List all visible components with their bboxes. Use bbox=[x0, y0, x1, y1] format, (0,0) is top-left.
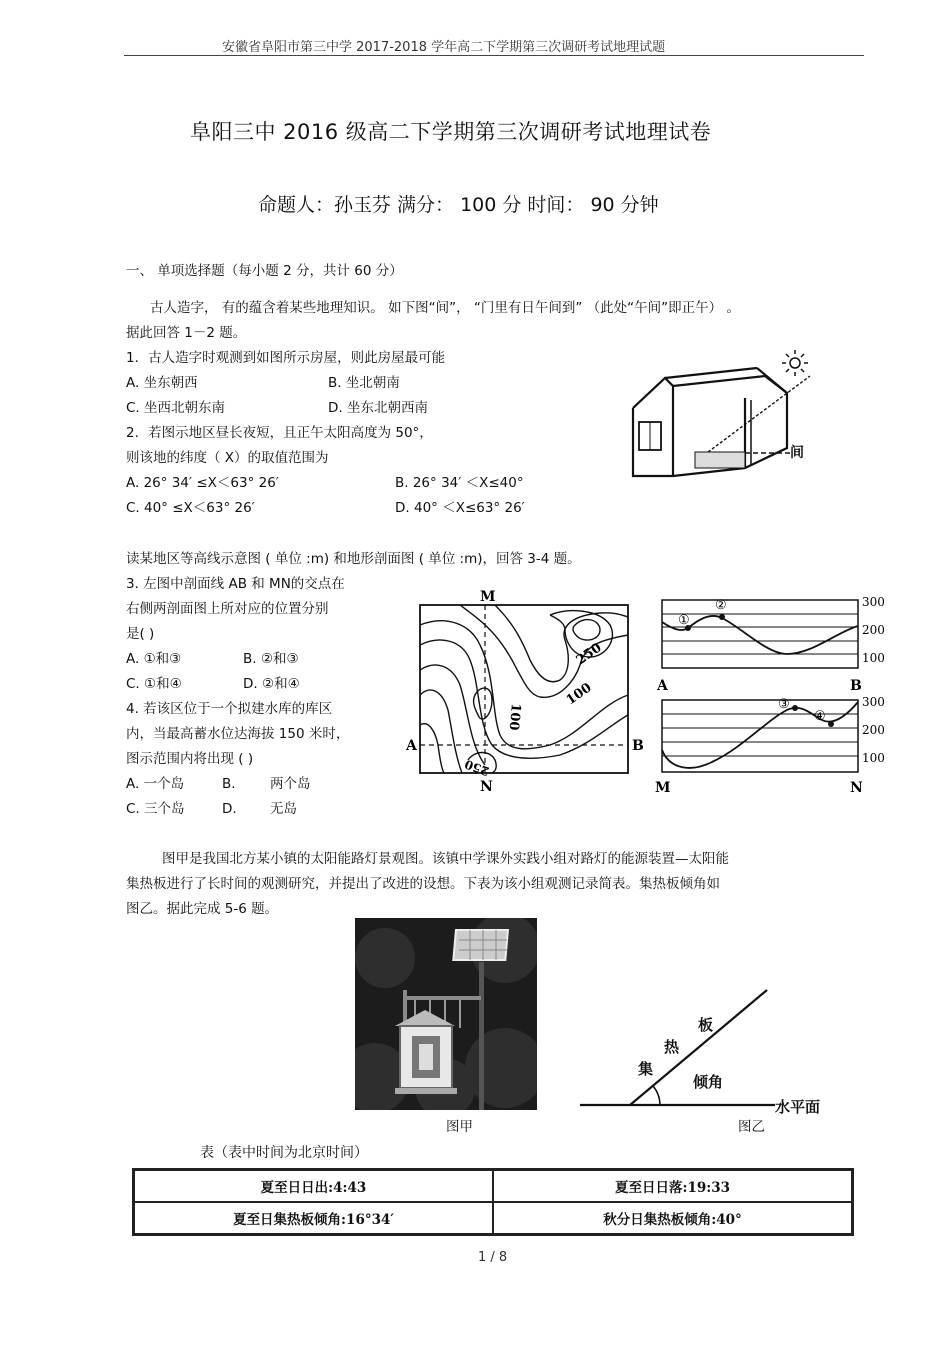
contour-label-250b: 250 bbox=[462, 756, 492, 779]
exam-info: 命题人：孙玉芬 满分： 100 分 时间： 90 分钟 bbox=[258, 194, 659, 216]
table-cell: 夏至日日出:4:43 bbox=[134, 1170, 493, 1202]
map-label-b: B bbox=[632, 738, 644, 754]
intro-1b: 据此回答 1－2 题。 bbox=[126, 325, 247, 341]
profile-label-a: A bbox=[657, 678, 668, 692]
page-title: 阜阳三中 2016 级高二下学期第三次调研考试地理试卷 bbox=[190, 120, 712, 144]
q3-option-d: D. ②和④ bbox=[243, 676, 300, 692]
ab-tick-100: 100 bbox=[862, 651, 885, 665]
profile-label-n: N bbox=[850, 780, 863, 796]
map-label-a: A bbox=[406, 738, 417, 754]
contour-map bbox=[400, 585, 650, 795]
profile-label-b: B bbox=[850, 678, 862, 692]
intro-2: 读某地区等高线示意图 ( 单位 :m) 和地形剖面图 ( 单位 :m)，回答 3-4 题。 bbox=[126, 551, 581, 567]
q3-option-a: A. ①和③ bbox=[126, 651, 182, 667]
mn-tick-200: 200 bbox=[862, 723, 885, 737]
table-cell: 夏至日日落:19:33 bbox=[493, 1170, 852, 1202]
contour-label-250: 250 bbox=[573, 640, 605, 669]
question-4b: 内，当最高蓄水位达海拔 150 米时， bbox=[126, 726, 350, 742]
map-label-n: N bbox=[480, 779, 493, 795]
q2-option-d: D. 40° ＜X≤63° 26′ bbox=[395, 500, 525, 516]
q4-option-d-letter: D. bbox=[222, 801, 237, 817]
table-caption: 表（表中时间为北京时间） bbox=[200, 1145, 368, 1161]
label-ban: 板 bbox=[698, 1016, 714, 1034]
house-label: 间 bbox=[790, 445, 804, 461]
intro-1: 古人造字， 有的蕴含着某些地理知识。 如下图“间”， “门里有日午间到” （此处“午间”即正午） 。 bbox=[150, 300, 740, 316]
ab-tick-200: 200 bbox=[862, 623, 885, 637]
profile-label-m: M bbox=[655, 780, 671, 796]
mn-tick-300: 300 bbox=[862, 695, 885, 709]
q4-option-a: A. 一个岛 bbox=[126, 776, 185, 792]
question-4a: 4. 若该区位于一个拟建水库的库区 bbox=[126, 701, 333, 717]
section-heading: 一、 单项选择题（每小题 2 分，共计 60 分） bbox=[126, 263, 403, 279]
fig-yi-caption: 图乙 bbox=[738, 1119, 765, 1135]
point-1: ① bbox=[678, 613, 690, 628]
table-cell: 秋分日集热板倾角:40° bbox=[493, 1202, 852, 1234]
q2-option-a: A. 26° 34′ ≤X＜63° 26′ bbox=[126, 475, 279, 491]
contour-label-100b: 100 bbox=[505, 702, 523, 731]
q2-option-b: B. 26° 34′ ＜X≤40° bbox=[395, 475, 524, 491]
observation-table bbox=[132, 1168, 854, 1236]
q4-option-d-text: 无岛 bbox=[270, 801, 297, 817]
solar-lamp-photo bbox=[355, 918, 537, 1110]
q1-option-b: B. 坐北朝南 bbox=[328, 375, 400, 391]
q4-option-b-text: 两个岛 bbox=[270, 776, 311, 792]
contour-label-100: 100 bbox=[563, 680, 595, 709]
fig-jia-caption: 图甲 bbox=[446, 1119, 473, 1135]
intro-3b: 集热板进行了长时间的观测研究，并提出了改进的设想。下表为该小组观测记录简表。集热板倾角如 bbox=[126, 876, 720, 892]
question-3c: 是( ) bbox=[126, 626, 155, 642]
label-qingjiao: 倾角 bbox=[693, 1073, 724, 1091]
point-4: ④ bbox=[814, 709, 826, 724]
table-cell: 夏至日集热板倾角:16°34′ bbox=[134, 1202, 493, 1234]
label-shuipingmian: 水平面 bbox=[775, 1098, 821, 1116]
q3-option-b: B. ②和③ bbox=[243, 651, 299, 667]
question-2: 2．若图示地区昼长夜短，且正午太阳高度为 50°， bbox=[126, 425, 433, 441]
mn-tick-100: 100 bbox=[862, 751, 885, 765]
question-3a: 3. 左图中剖面线 AB 和 MN的交点在 bbox=[126, 576, 345, 592]
ab-tick-300: 300 bbox=[862, 595, 885, 609]
intro-3c: 图乙。据此完成 5-6 题。 bbox=[126, 901, 279, 917]
map-label-m: M bbox=[480, 589, 496, 605]
q1-option-c: C. 坐西北朝东南 bbox=[126, 400, 226, 416]
profile-ab bbox=[652, 592, 892, 692]
page-number: 1 / 8 bbox=[478, 1250, 508, 1265]
question-3b: 右侧两剖面图上所对应的位置分别 bbox=[126, 601, 329, 617]
question-2b: 则该地的纬度（ X）的取值范围为 bbox=[126, 450, 329, 466]
q4-option-b-letter: B. bbox=[222, 776, 236, 792]
point-3: ③ bbox=[778, 697, 790, 712]
profile-mn bbox=[652, 690, 892, 800]
q1-option-a: A. 坐东朝西 bbox=[126, 375, 198, 391]
question-1: 1．古人造字时观测到如图所示房屋，则此房屋最可能 bbox=[126, 350, 446, 366]
q3-option-c: C. ①和④ bbox=[126, 676, 182, 692]
q4-option-c: C. 三个岛 bbox=[126, 801, 185, 817]
q2-option-c: C. 40° ≤X＜63° 26′ bbox=[126, 500, 255, 516]
question-4c: 图示范围内将出现 ( ) bbox=[126, 751, 254, 767]
label-re: 热 bbox=[664, 1038, 680, 1056]
header-rule bbox=[124, 55, 864, 56]
intro-3a: 图甲是我国北方某小镇的太阳能路灯景观图。该镇中学课外实践小组对路灯的能源装置—太阳能 bbox=[162, 851, 729, 867]
point-2: ② bbox=[715, 598, 727, 613]
label-ji: 集 bbox=[638, 1060, 654, 1078]
q1-option-d: D. 坐东北朝西南 bbox=[328, 400, 428, 416]
house-figure bbox=[625, 348, 815, 483]
tilt-angle-diagram bbox=[575, 980, 865, 1120]
running-header: 安徽省阜阳市第三中学 2017-2018 学年高二下学期第三次调研考试地理试题 bbox=[222, 40, 666, 55]
